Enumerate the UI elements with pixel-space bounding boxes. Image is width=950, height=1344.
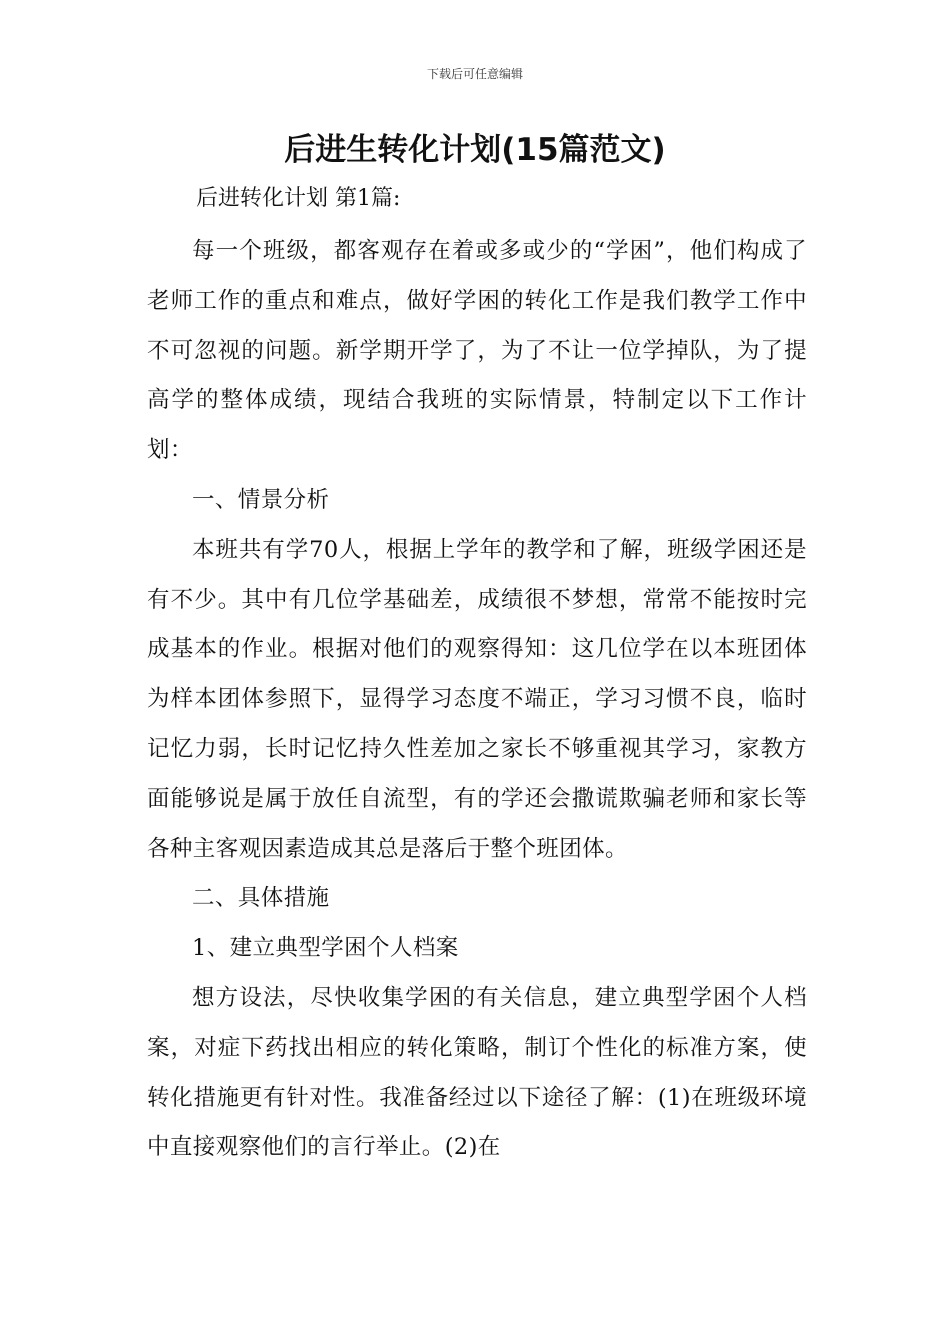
heading-situation-analysis: 一、情景分析 (192, 486, 330, 513)
document-title: 后进生转化计划(15篇范文) (284, 132, 666, 168)
paragraph-intro: 每一个班级，都客观存在着或多或少的“学困”，他们构成了老师工作的重点和难点，做好学困的转化工作是我们教学工作中不可忽视的问题。新学期开学了，为了不让一位学掉队，为了提高学的整体成绩，现结合我班的实际情景，特制定以下工作计划： (147, 238, 807, 464)
heading-specific-measures: 二、具体措施 (192, 885, 330, 912)
document-body (147, 227, 807, 1173)
section-subheading: 后进转化计划 第1篇: (196, 186, 401, 211)
heading-measure-1: 1、建立典型学困个人档案 (192, 935, 459, 962)
paragraph-situation: 本班共有学70人，根据上学年的教学和了解，班级学困还是有不少。其中有几位学基础差，成绩很不梦想，常常不能按时完成基本的作业。根据对他们的观察得知：这几位学在以本班团体为样本团体参照下，显得学习态度不端正，学习习惯不良，临时记忆力弱，长时记忆持久性差加之家长不够重视其学习，家教方面能够说是属于放任自流型，有的学还会撒谎欺骗老师和家长等各种主客观因素造成其总是落后于整个班团体。 (147, 536, 807, 862)
header-note: 下载后可任意编辑 (426, 67, 523, 81)
paragraph-measure-1: 想方设法，尽快收集学困的有关信息，建立典型学困个人档案，对症下药找出相应的转化策略，制订个性化的标准方案，使转化措施更有针对性。我准备经过以下途径了解：(1)在班级环境中直接观察他们的言行举止。(2)在 (147, 984, 807, 1161)
